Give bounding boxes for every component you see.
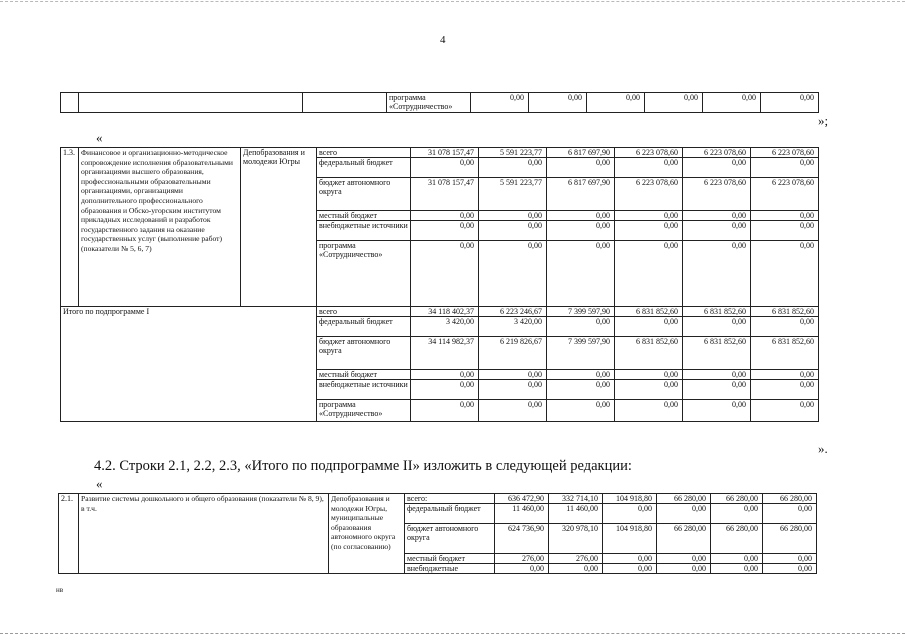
value-cell: 0,00 — [615, 370, 683, 380]
value-cell: 0,00 — [471, 93, 529, 113]
value-cell: 0,00 — [547, 158, 615, 178]
value-cell: 11 460,00 — [549, 504, 603, 524]
value-cell: 0,00 — [683, 370, 751, 380]
value-cell: 0,00 — [615, 221, 683, 241]
value-cell: 0,00 — [751, 317, 819, 337]
cell-empty — [303, 93, 387, 113]
value-cell: 6 223 078,60 — [615, 178, 683, 211]
value-cell: 6 223 078,60 — [615, 148, 683, 158]
value-cell: 66 280,00 — [657, 524, 711, 554]
value-cell: 0,00 — [615, 158, 683, 178]
value-cell: 0,00 — [751, 370, 819, 380]
value-cell: 66 280,00 — [711, 524, 763, 554]
table-top — [60, 92, 819, 113]
funding-type: федеральный бюджет — [405, 504, 495, 524]
cell-empty — [61, 93, 79, 113]
item-number: 1.3. — [61, 148, 79, 307]
funding-type: бюджет автономного округа — [405, 524, 495, 554]
value-cell: 0,00 — [763, 554, 817, 564]
value-cell: 0,00 — [411, 241, 479, 307]
scan-edge-bottom — [0, 633, 905, 634]
value-cell: 0,00 — [683, 221, 751, 241]
value-cell: 0,00 — [411, 211, 479, 221]
value-cell: 636 472,90 — [495, 494, 549, 504]
funding-type: федеральный бюджет — [317, 317, 411, 337]
value-cell: 0,00 — [683, 380, 751, 400]
cell-empty — [79, 93, 303, 113]
value-cell: 6 831 852,60 — [615, 337, 683, 370]
value-cell: 5 591 223,77 — [479, 178, 547, 211]
value-cell: 31 078 157,47 — [411, 178, 479, 211]
value-cell: 6 817 697,90 — [547, 178, 615, 211]
value-cell: 0,00 — [711, 504, 763, 524]
value-cell: 0,00 — [547, 380, 615, 400]
footer-code: нв — [56, 586, 64, 594]
value-cell: 6 223 078,60 — [683, 178, 751, 211]
value-cell: 0,00 — [549, 564, 603, 574]
value-cell: 0,00 — [711, 564, 763, 574]
value-cell: 66 280,00 — [711, 494, 763, 504]
value-cell: 0,00 — [411, 158, 479, 178]
value-cell: 0,00 — [547, 317, 615, 337]
value-cell: 0,00 — [479, 158, 547, 178]
closing-quote-mark: »; — [818, 113, 829, 128]
value-cell: 6 831 852,60 — [615, 307, 683, 317]
value-cell: 0,00 — [615, 380, 683, 400]
value-cell: 0,00 — [547, 370, 615, 380]
page-number: 4 — [440, 34, 446, 46]
value-cell: 6 831 852,60 — [683, 337, 751, 370]
value-cell: 0,00 — [603, 504, 657, 524]
value-cell: 6 223 078,60 — [751, 178, 819, 211]
value-cell: 0,00 — [479, 211, 547, 221]
funding-type: бюджет автономного округа — [317, 178, 411, 211]
opening-quote-mark: « — [96, 476, 103, 491]
value-cell: 0,00 — [615, 211, 683, 221]
value-cell: 7 399 597,90 — [547, 337, 615, 370]
value-cell: 0,00 — [603, 564, 657, 574]
value-cell: 6 831 852,60 — [751, 307, 819, 317]
value-cell: 0,00 — [547, 241, 615, 307]
value-cell: 276,00 — [549, 554, 603, 564]
value-cell: 332 714,10 — [549, 494, 603, 504]
value-cell: 0,00 — [763, 504, 817, 524]
section-heading: 4.2. Строки 2.1, 2.2, 2.3, «Итого по подпрограмме II» изложить в следующей редакции: — [94, 458, 632, 474]
value-cell: 5 591 223,77 — [479, 148, 547, 158]
value-cell: 31 078 157,47 — [411, 148, 479, 158]
value-cell: 0,00 — [547, 211, 615, 221]
value-cell: 0,00 — [657, 554, 711, 564]
value-cell: 0,00 — [763, 564, 817, 574]
value-cell: 104 918,80 — [603, 524, 657, 554]
value-cell: 0,00 — [615, 317, 683, 337]
value-cell: 0,00 — [547, 400, 615, 422]
value-cell: 6 831 852,60 — [683, 307, 751, 317]
value-cell: 3 420,00 — [411, 317, 479, 337]
funding-type: всего — [317, 148, 411, 158]
value-cell: 0,00 — [683, 400, 751, 422]
item-executor: Депобразования и молодежи Югры, муниципальные образования автономного округа (по согласованию) — [329, 494, 405, 574]
total-label: Итого по подпрограмме I — [61, 307, 317, 422]
funding-type: федеральный бюджет — [317, 158, 411, 178]
value-cell: 0,00 — [479, 241, 547, 307]
value-cell: 3 420,00 — [479, 317, 547, 337]
value-cell: 66 280,00 — [763, 494, 817, 504]
value-cell: 0,00 — [645, 93, 703, 113]
value-cell: 66 280,00 — [763, 524, 817, 554]
value-cell: 0,00 — [495, 564, 549, 574]
value-cell: 0,00 — [615, 241, 683, 307]
value-cell: 0,00 — [761, 93, 819, 113]
scan-edge-top — [0, 1, 905, 2]
value-cell: 34 114 982,37 — [411, 337, 479, 370]
value-cell: 0,00 — [751, 221, 819, 241]
item-executor: Депобразования и молодежи Югры — [241, 148, 317, 307]
table-subprogram-1 — [60, 147, 819, 422]
value-cell: 0,00 — [683, 211, 751, 221]
funding-type: местный бюджет — [317, 370, 411, 380]
value-cell: 66 280,00 — [657, 494, 711, 504]
value-cell: 11 460,00 — [495, 504, 549, 524]
table-subprogram-2 — [58, 493, 817, 574]
funding-type: программа «Сотрудничество» — [387, 93, 471, 113]
value-cell: 0,00 — [751, 241, 819, 307]
value-cell: 624 736,90 — [495, 524, 549, 554]
value-cell: 0,00 — [603, 554, 657, 564]
funding-type: всего: — [405, 494, 495, 504]
value-cell: 0,00 — [411, 221, 479, 241]
value-cell: 0,00 — [683, 241, 751, 307]
value-cell: 6 223 078,60 — [751, 148, 819, 158]
funding-type: внебюджетные источники — [317, 221, 411, 241]
value-cell: 6 831 852,60 — [751, 337, 819, 370]
value-cell: 0,00 — [411, 370, 479, 380]
value-cell: 0,00 — [479, 380, 547, 400]
value-cell: 6 817 697,90 — [547, 148, 615, 158]
value-cell: 104 918,80 — [603, 494, 657, 504]
value-cell: 0,00 — [411, 380, 479, 400]
value-cell: 0,00 — [683, 158, 751, 178]
item-title: Финансовое и организационно-методическое сопровождение исполнения образовательными организациями высшего образования, профессиональными образовательными организациями, организациями дополнительного профессионального образования и Обско-угорским институтом прикладных исследований и разработок государственного задания на оказание государственных услуг (выполнение работ) (показатели № 5, 6, 7) — [79, 148, 241, 307]
value-cell: 0,00 — [703, 93, 761, 113]
funding-type: местный бюджет — [317, 211, 411, 221]
value-cell: 6 223 078,60 — [683, 148, 751, 158]
funding-type: местный бюджет — [405, 554, 495, 564]
value-cell: 0,00 — [683, 317, 751, 337]
funding-type: бюджет автономного округа — [317, 337, 411, 370]
value-cell: 0,00 — [657, 504, 711, 524]
value-cell: 0,00 — [711, 554, 763, 564]
funding-type: внебюджетные — [405, 564, 495, 574]
item-title: Развитие системы дошкольного и общего образования (показатели № 8, 9), в т.ч. — [79, 494, 329, 574]
funding-type: всего — [317, 307, 411, 317]
value-cell: 0,00 — [479, 221, 547, 241]
value-cell: 0,00 — [751, 380, 819, 400]
funding-type: программа «Сотрудничество» — [317, 400, 411, 422]
value-cell: 0,00 — [751, 211, 819, 221]
value-cell: 0,00 — [657, 564, 711, 574]
value-cell: 0,00 — [587, 93, 645, 113]
funding-type: внебюджетные источники — [317, 380, 411, 400]
value-cell: 0,00 — [529, 93, 587, 113]
funding-type: программа «Сотрудничество» — [317, 241, 411, 307]
value-cell: 0,00 — [751, 400, 819, 422]
item-number: 2.1. — [59, 494, 79, 574]
value-cell: 0,00 — [411, 400, 479, 422]
value-cell: 0,00 — [479, 400, 547, 422]
value-cell: 320 978,10 — [549, 524, 603, 554]
value-cell: 0,00 — [615, 400, 683, 422]
value-cell: 6 223 246,67 — [479, 307, 547, 317]
value-cell: 0,00 — [547, 221, 615, 241]
value-cell: 0,00 — [479, 370, 547, 380]
value-cell: 0,00 — [751, 158, 819, 178]
value-cell: 34 118 402,37 — [411, 307, 479, 317]
value-cell: 6 219 826,67 — [479, 337, 547, 370]
closing-quote-mark: ». — [818, 441, 828, 456]
value-cell: 7 399 597,90 — [547, 307, 615, 317]
opening-quote-mark: « — [96, 130, 103, 145]
value-cell: 276,00 — [495, 554, 549, 564]
